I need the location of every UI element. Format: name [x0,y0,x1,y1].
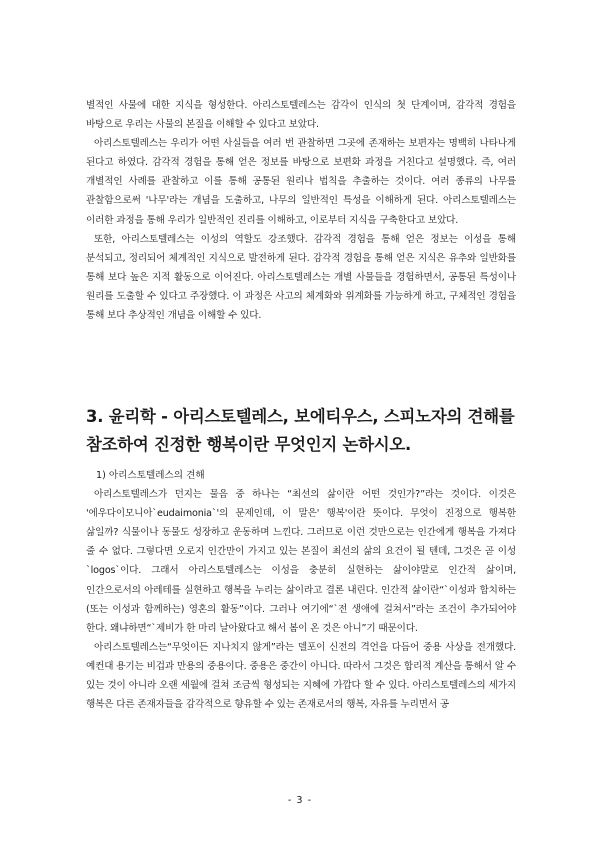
body-paragraph: 아리스토텔레스는 우리가 어떤 사실들을 여러 번 관찰하면 그곳에 존재하는 보편자는 명백히 나타나게 된다고 하였다. 감각적 경험을 통해 얻은 정보를 바탕으로 보편화 과정을 거친다고 설명했다. 즉, 여러 개별적인 사례를 관찰하고 이를 통해 공통된 원리나 법칙을 추출하는 것이다. 여러 종류의 나무를 관찰함으로써 '나무'라는 개념을 도출하고, 나무의 일반적인 특성을 이해하게 된다. 아리스토텔레스는 이러한 과정을 통해 우리가 일반적인 진리를 이해하고, 이로부터 지식을 구축한다고 보았다. [86,138,516,226]
body-paragraph: 아리스토텔레스는“무엇이든 지나치지 않게”라는 델포이 신전의 격언을 다듬어 중용 사상을 전개했다. 예컨대 용기는 비겁과 만용의 중용이다. 중용은 중간이 아니다. 따라서 그것은 합리적 계산을 통해서 알 수 있는 것이 아니라 오랜 세월에 걸쳐 조금씩 형성되는 지혜에 가깝다 할 수 있다. 아리스토텔레스의 세가지 행복은 다른 존재자들을 감각적으로 향유할 수 있는 존재로서의 행복, 자유를 누리면서 공 [86,641,516,711]
body-paragraph: 별적인 사물에 대한 지식을 형성한다. 아리스토텔레스는 감각이 인식의 첫 단계이며, 감각적 경험을 바탕으로 우리는 사물의 본질을 이해할 수 있다고 보았다. [86,100,516,131]
top-body-text [86,96,516,325]
body-paragraph: 또한, 아리스토텔레스는 이성의 역할도 강조했다. 감각적 경험을 통해 얻은 정보는 이성을 통해 분석되고, 정리되어 체계적인 지식으로 발전하게 된다. 감각적 경험을 통해 얻은 지식은 유추와 일반화를 통해 보다 높은 지적 활동으로 이어진다. 아리스토텔레스는 개별 사물들을 경험하면서, 공통된 특성이나 원리를 도출할 수 있다고 주장했다. 이 과정은 사고의 체계화와 위계화를 가능하게 하고, 구체적인 경험을 통해 보다 추상적인 개념을 이해할 수 있다. [86,233,516,322]
section-body-text [86,466,516,714]
section-heading: 3. 윤리학 - 아리스토텔레스, 보에티우스, 스피노자의 견해를 참조하여 진정한 행복이란 무엇인지 논하시오. [86,407,515,454]
subsection-heading: 1) 아리스토텔레스의 견해 [96,470,205,481]
page-number: - 3 - [287,795,313,806]
body-paragraph: 아리스토텔레스가 던지는 물음 중 하나는 “최선의 삶이란 어떤 것인가?”라는 것이다. 이것은 '에우다이모니아`eudaimonia`'의 문제인데, 이 말은' 행복'이란 뜻이다. 무엇이 진정으로 행복한 삶일까? 식물이나 동물도 성장하고 운동하며 느낀다. 그러므로 이런 것만으로는 인간에게 행복을 가져다 줄 수 없다. 그렇다면 오로지 인간만이 가지고 있는 본질이 최선의 삶의 요건이 될 텐데, 그것은 곧 이성 `logos`이다. 그래서 아리스토텔레스는 이성을 충분히 실현하는 삶이야말로 인간적 삶이며, 인간으로서의 아레테를 실현하고 행복을 누리는 삶이라고 결론 내린다. 인간적 삶이란“`이성과 합치하는(또는 이성과 함께하는) 영혼의 활동”이다. 그러나 여기에“`전 생애에 걸쳐서”라는 조건이 추가되어야 한다. 왜냐하면“`제비가 한 마리 날아왔다고 해서 봄이 온 것은 아니”기 때문이다. [86,489,516,634]
